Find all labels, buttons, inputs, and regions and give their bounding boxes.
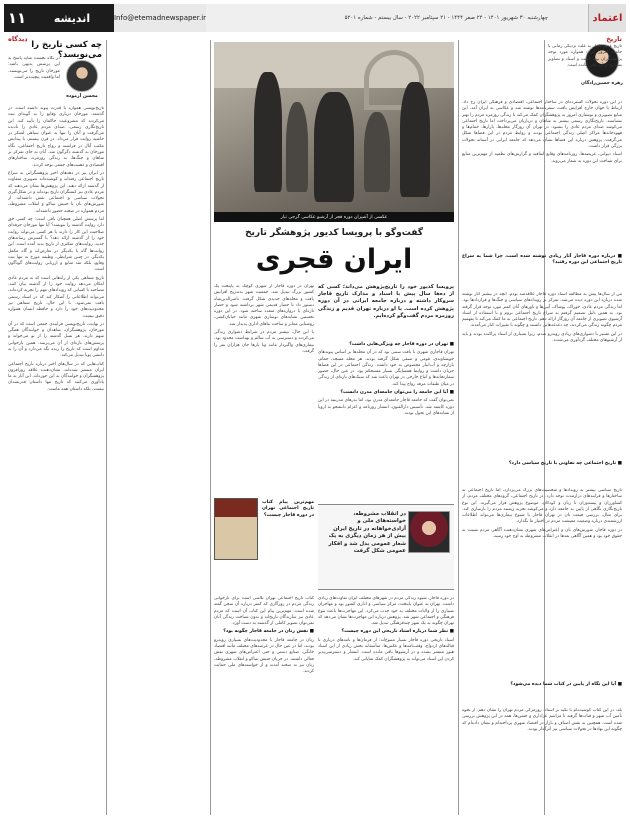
newspaper-logo: اعتماد	[588, 4, 626, 32]
opinion-body: تاریخ‌نویسی همواره با قدرت پیوند داشته است. در گذشته، مورخان درباری وقایع را به گونه‌ای ثبت می‌کردند که مشروعیت حاکمان را تأیید کند. این تاریخ‌نگاری رسمی، صدای مردم عادی را نادیده می‌گرفت و آنان را تنها به عنوان سیاهی لشکر در حاشیه روایت قرار می‌داد. در قرن بیستم، با پیدایش مکتب آنال در فرانسه و رواج تاریخ اجتماعی، نگاه مورخان به گذشته دگرگون شد. آنان به جای تمرکز بر شاهان و جنگ‌ها، به زندگی روزمره، ساختارهای اقتصادی و ذهنیت‌های جمعی توجه کردند. در ایران نیز در دهه‌های اخیر پژوهشگرانی به سراغ تاریخ اجتماعی رفته‌اند و کوشیده‌اند تصویری متفاوت از گذشته ارائه دهند. این پژوهش‌ها نشان می‌دهند که مردم عادی نیز کنشگران تاریخ بوده‌اند و در شکل‌گیری تحولات سیاسی و اجتماعی نقش داشته‌اند. از شورش‌های نان تا جنبش تنباکو و انقلاب مشروطه، مردم همواره در صحنه حضور داشته‌اند. اما پرسش اصلی همچنان باقی است: چه کسی حق دارد روایت گذشته را بنویسد؟ آیا تنها مورخان حرفه‌ای صلاحیت این کار را دارند یا هر کسی می‌تواند روایت خود را از گذشته ارائه دهد؟ با گسترش رسانه‌های جدید، روایت‌های متکثری از تاریخ پدید آمده است. این روایت‌ها گاه با یکدیگر در تعارض‌اند و گاه مکمل یکدیگر. در چنین شرایطی، وظیفه مورخ نه تنها ثبت وقایع، بلکه نقد منابع و ارزیابی روایت‌های گوناگون است. تاریخ شفاهی یکی از راه‌هایی است که به مردم عادی امکان می‌دهد روایت خود را از گذشته بیان کنند. مصاحبه با کسانی که رویدادهای مهم را تجربه کرده‌اند، می‌تواند اطلاعاتی را آشکار کند که در اسناد رسمی یافت نمی‌شود. با این حال، تاریخ شفاهی نیز محدودیت‌های خود را دارد و حافظه انسان همواره دقیق نیست. در نهایت، تاریخ‌نویسی فرایندی جمعی است که در آن مورخان، پژوهشگران، شاهدان و خوانندگان همگی سهم دارند. هر نسل گذشته را از نو می‌خواند و پرسش‌های تازه‌ای از آن می‌پرسد. همین بازخوانی مداوم است که تاریخ را زنده نگه می‌دارد و آن را به دانشی پویا تبدیل می‌کند. کتاب‌هایی که در سال‌های اخیر درباره تاریخ اجتماعی ایران منتشر شده‌اند، نشان‌دهنده علاقه روزافزون پژوهشگران و خوانندگان به این حوزه‌اند. این آثار به ما یادآوری می‌کنند که تاریخ تنها داستان قدرتمندان نیست، بلکه داستان همه ماست.	[8, 106, 104, 392]
contact-email[interactable]: Info@etemadnewspaper.ir	[114, 4, 206, 32]
column-divider	[210, 40, 211, 815]
historical-photo	[214, 42, 454, 212]
author-name: زهره حسین‌زادگان	[581, 81, 623, 86]
section-tag-right: تاریخ	[606, 35, 622, 43]
intro-text: تاریخ عصر قاجار به علت نزدیکی زمانی با جامعه امروز ایران همواره مورد توجه پژوهشگران بوده است و اسناد و تصاویر بسیاری از آن باقی مانده است.	[548, 44, 622, 68]
article-body-center-left: تهران در دوره قاجار از شهری کوچک به پایتخت یک کشور بزرگ تبدیل شد. جمعیت شهر به‌تدریج افزایش یافت و محله‌های جدیدی شکل گرفت. ناصرالدین‌شاه دستور داد تا حصار قدیمی شهر برداشته شود و حصار تازه‌ای با دروازه‌های متعدد ساخته شود. در این دوره نخستین نشانه‌های نوسازی شهری مانند خیابان‌کشی، روشنایی معابر و ساخت بناهای اداری پدیدار شد. با این حال، بیشتر مردم در شرایط دشواری زندگی می‌کردند و دسترسی به آب سالم و بهداشت محدود بود. بیماری‌های واگیردار مانند وبا بارها جان هزاران نفر را گرفت.	[214, 284, 314, 354]
question-3: ■ آیا این نگاه از پایین در کتاب شما دیده می‌شود؟	[510, 682, 622, 687]
section-tag-left: دیدگاه	[8, 35, 28, 43]
column-divider	[106, 40, 107, 815]
section-title: اندیشه	[30, 4, 114, 32]
page-header	[4, 4, 626, 32]
opinion-author-card	[62, 60, 102, 99]
photo-caption: عکسی از آشپزان دوره قجر از آرشیو عکاسی گرجی تبار	[214, 212, 454, 222]
article-headline: ایران قجری	[255, 244, 413, 275]
book-blurb: مهم‌ترین پیام کتاب تاریخ اجتماعی تهران در دوره قاجار چیست؟	[262, 500, 314, 518]
column-divider	[458, 40, 459, 815]
dateline: چهارشنبه ۳۰ شهریور ۱۴۰۱ - ۲۴ صفر ۱۴۴۴ - ۲۱ سپتامبر ۲۰۲۲ - سال بیستم - شماره ۵۲۰۱	[206, 4, 588, 32]
article-lead: پرویسا کدیور خود را تاریخ‌پژوهش می‌داند؛ کسی که از ده‌ها سال پیش با اسناد و مدارک تاریخ قاجار سروکار داشته و درباره جامعه ایرانی در آن دوره پژوهش کرده است. با او درباره تهران قدیم و زندگی روزمره مردم گفت‌وگو کرده‌ایم.	[318, 284, 454, 319]
article-body-lower-right: در دوره قاجار، شیوه زندگی مردم در شهرهای مختلف ایران تفاوت‌های زیادی داشت. تهران به عنوان پایتخت، مرکز سیاسی و اداری کشور بود و مهاجران بسیاری را از ولایات مختلف به خود جذب می‌کرد. این مهاجرت‌ها باعث تنوع فرهنگی و اجتماعی شهر شد. پژوهش درباره این مهاجرت‌ها نشان می‌دهد که تهران چگونه به یک شهر چندفرهنگی تبدیل شد. ■ نظر شما درباره اسناد تاریخی این دوره چیست؟ اسناد تاریخی دوره قاجار بسیار متنوع‌اند: از فرمان‌ها و نامه‌های درباری تا قباله‌های ازدواج، وقف‌نامه‌ها و عکس‌ها. متأسفانه بخش زیادی از این اسناد هنوز منتشر نشده و در آرشیوها باقی مانده است. انتشار و دسترسی‌پذیر کردن این اسناد می‌تواند به پژوهشگران کمک شایانی کند.	[318, 596, 454, 662]
question-2: ■ تاریخ اجتماعی چه تفاوتی با تاریخ سیاسی دارد؟	[508, 461, 622, 466]
opinion-author-avatar	[66, 60, 98, 92]
pull-quote: در انقلاب مشروطه، خواسته‌های ملی و آزادی‌خواهانه در تاریخ ایران بیش از هر زمان دیگری به یک شعار عمومی بدل شد و افکار عمومی شکل گرفت	[328, 511, 406, 555]
pull-quote-box	[318, 504, 454, 590]
opinion-intro: در نگاه نخست شاید پاسخ به این پرسش بدیهی باشد: مورخان تاریخ را می‌نویسند. اما واقعیت پیچیده‌تر است.	[8, 56, 60, 80]
opinion-title: چه کسی تاریخ را می‌نویسد؟	[31, 40, 102, 60]
article-body-center-right: ■ تهران در دوره قاجار چه ویژگی‌هایی داشت؟ تهران قاجاری شهری با بافت سنتی بود که در آن محله‌ها بر اساس پیوندهای خویشاوندی، قومی و صنفی شکل گرفته بودند. هر محله مسجد، حمام، بازارچه و آب‌انبار مخصوص به خود داشت. زندگی اجتماعی در این فضاها جریان داشت و روابط همسایگی بسیار مستحکم بود. در عین حال، حضور سفارتخانه‌ها و اتباع خارجی در تهران باعث شد که سبک‌های تازه‌ای از زندگی در میان طبقات مرفه رواج پیدا کند. ■ آیا این جامعه را می‌توان جامعه‌ای مدرن دانست؟ نمی‌توان گفت که جامعه قاجار جامعه‌ای مدرن بود، اما بذرهای مدرنیته در این دوره کاشته شد. تأسیس دارالفنون، انتشار روزنامه و اعزام دانشجو به اروپا از نشانه‌های این تحول بودند.	[318, 342, 454, 416]
question-1: ■ درباره دوره قاجار آثار زیادی نوشته شده است، چرا شما به سراغ تاریخ اجتماعی این دوره رفتید؟	[462, 254, 622, 266]
quote-author-photo	[408, 511, 450, 553]
article-body-right-top: در این دوره تحولات گسترده‌ای در ساختار اجتماعی، اقتصادی و فرهنگی ایران رخ داد. ارتباط با جهان خارج افزایش یافت، سفرنامه‌ها نوشته شد و عکاسی به ایران آمد. این منابع تصویری و نوشتاری امروز به پژوهشگران کمک می‌کند تا زندگی روزمره مردم را بهتر بشناسند. تاریخ‌نگاری رسمی بیشتر به شاهان و درباریان می‌پرداخت اما تاریخ اجتماعی می‌کوشد صدای مردم عادی را بشنود. در تهران آن روزگار محله‌ها، بازارها، حمام‌ها و قهوه‌خانه‌ها مراکز اصلی زندگی اجتماعی بودند و روابط مردم در این فضاها شکل می‌گرفت. پژوهش درباره این فضاها نشان می‌دهد که جامعه ایرانی در آستانه تحولات بزرگی قرار داشت. اسناد دیوانی، عریضه‌ها، روزنامه‌های وقایع اتفاقیه و گزارش‌های نظمیه از مهم‌ترین منابع برای شناخت این دوره به شمار می‌روند.	[462, 100, 622, 164]
article-body-right-mid: من از سال‌ها پیش به مطالعه اسناد دوره قاجار علاقه‌مند بودم. آنچه در بیشتر آثار نوشته شده درباره این دوره دیده می‌شد، تمرکز بر رویدادهای سیاسی و جنگ‌ها و قراردادها بود. اما زندگی مردم عادی، خوراک، پوشاک، آیین‌ها و باورهای آنان کمتر مورد توجه قرار گرفته بود. به همین دلیل تصمیم گرفتم به سراغ تاریخ اجتماعی بروم و با استفاده از اسناد آرشیوی تصویری از جامعه آن روزگار ارائه دهم. تاریخ اجتماعی به ما کمک می‌کند تا بفهمیم مردم چگونه زندگی می‌کردند، چه دغدغه‌هایی داشتند و چگونه با تغییرات کنار می‌آمدند. در این مسیر با دشواری‌های زیادی روبه‌رو شدم، زیرا بسیاری از اسناد پراکنده بودند و باید از آرشیوهای مختلف گردآوری می‌شدند.	[462, 292, 622, 344]
article-body-right-bottom: تاریخ سیاسی بیشتر به رویدادها و شخصیت‌های بزرگ می‌پردازد، اما تاریخ اجتماعی به ساختارها و فرایندهای درازمدت توجه دارد. در تاریخ اجتماعی، گروه‌های مختلف مردم، از کشاورزان و پیشه‌وران تا زنان و کودکان، موضوع پژوهش قرار می‌گیرند. این نوع تاریخ‌نگاری نگاهی از پایین به جامعه دارد و می‌کوشد تجربه زیسته مردم را بازسازی کند. برای مثال، بررسی قیمت نان در تهران قاجار یا شیوع بیماری‌ها می‌تواند اطلاعات ارزشمندی درباره وضعیت معیشت مردم در اختیار ما بگذارد. در دوره قاجار، شورش‌های نان و اعتراض‌های شهری نشان‌دهنده آگاهی مردم نسبت به حقوق خود بود و همین آگاهی بعدها در انقلاب مشروطه به اوج خود رسید.	[462, 488, 622, 540]
opinion-author-name: محسن آزموده	[66, 94, 98, 99]
article-kicker: گفت‌وگو با پرویسا کدیور پژوهشگر تاریخ	[245, 228, 423, 238]
article-body-right-end: بله، در این کتاب کوشیده‌ام با تکیه بر اسناد، روزمرگی مردم تهران را نشان دهم. از نحوه تأمین آب شهر و قنات‌ها گرفته تا مراسم عزاداری و جشن‌ها، همه در این پژوهش بررسی شده است. همچنین به نقش اصناف و بازار در اقتصاد شهری پرداخته‌ام و نشان داده‌ام که چگونه این نهادها در تحولات سیاسی نیز اثرگذار بودند.	[462, 708, 622, 732]
article-body-lower-left: کتاب تاریخ اجتماعی تهران تلاشی است برای بازخوانی زندگی مردم در روزگاری که کمتر درباره آن سخن گفته شده است. مهم‌ترین پیام این کتاب آن است که مردم عادی نیز سازندگان تاریخ‌اند و بدون شناخت زندگی آنان نمی‌توان تصویر کاملی از گذشته به دست آورد. ■ نقش زنان در جامعه قاجار چگونه بود؟ زنان در جامعه قاجار با محدودیت‌های بسیاری روبه‌رو بودند، اما در عین حال در عرصه‌های مختلف مانند اقتصاد خانگی، صنایع دستی و حتی اعتراض‌های شهری نقش فعالی داشتند. در جریان جنبش تنباکو و انقلاب مشروطه، زنان نیز به صحنه آمدند و از خواسته‌های ملی حمایت کردند.	[214, 596, 314, 675]
book-cover	[214, 498, 258, 560]
page-number: ۱۱	[4, 4, 30, 32]
